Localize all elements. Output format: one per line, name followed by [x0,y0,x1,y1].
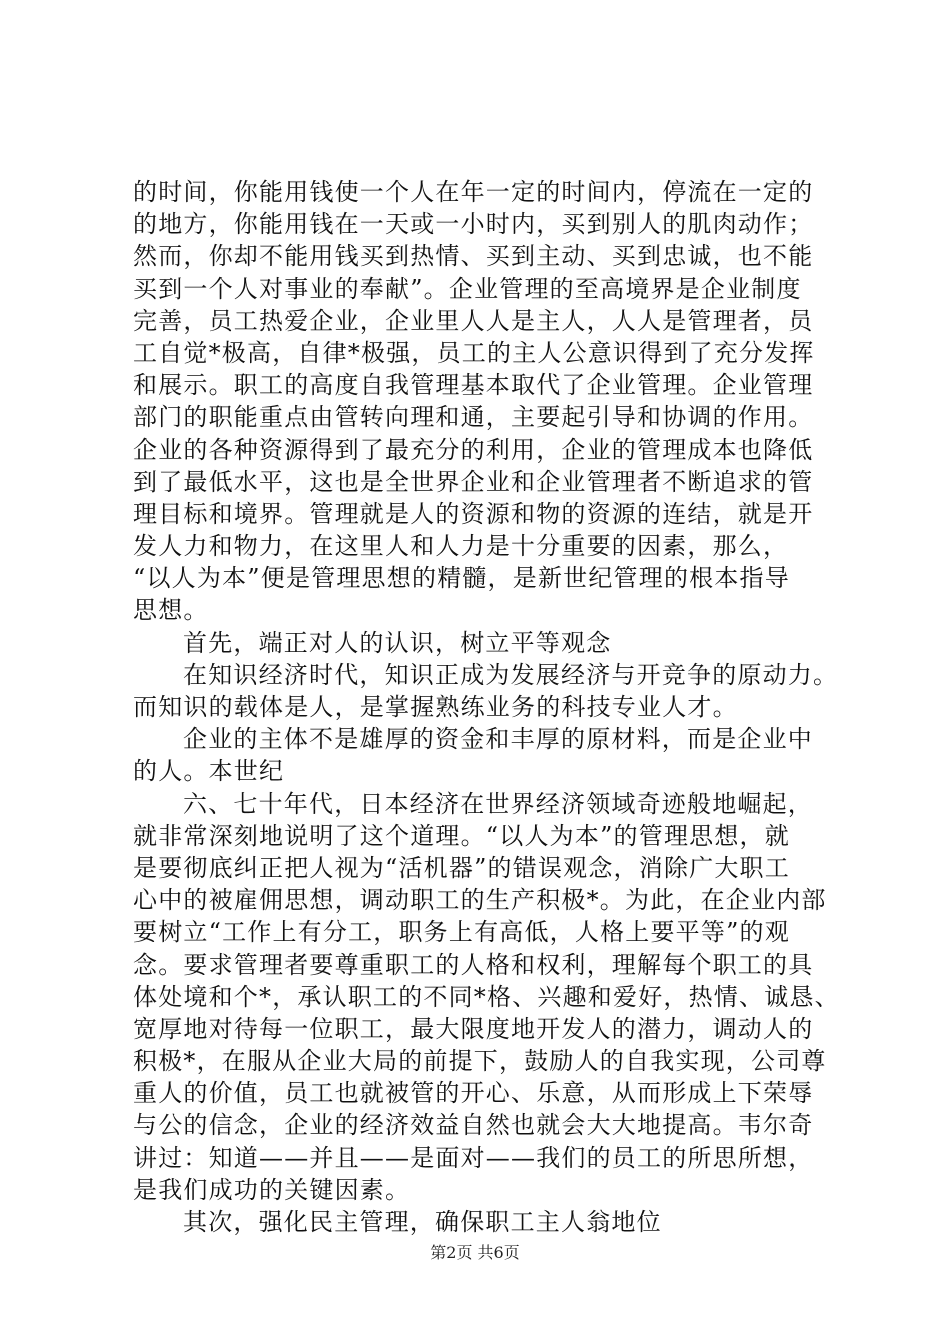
document-body [133,176,840,1238]
text-line: 就非常深刻地说明了这个道理。“以人为本”的管理思想，就 [133,821,790,850]
text-line: 工自觉*极高，自律*极强，员工的主人公意识得到了充分发挥 [133,338,815,367]
text-line: 到了最低水平，这也是全世界企业和企业管理者不断追求的管 [133,467,814,496]
text-line: 买到一个人对事业的奉献”。企业管理的至高境界是企业制度 [133,274,802,303]
text-line: 首先，端正对人的认识，树立平等观念 [183,628,612,657]
text-line: 和展示。职工的高度自我管理基本取代了企业管理。企业管理 [133,371,814,400]
text-line: 心中的被雇佣思想，调动职工的生产积极*。为此，在企业内部 [133,886,827,915]
text-line: 念。要求管理者要尊重职工的人格和权利，理解每个职工的具 [133,950,814,979]
page-footer: 第2页 共6页 [430,1243,520,1262]
text-line: 是我们成功的关键因素。 [133,1175,411,1204]
text-line: 与公的信念，企业的经济效益自然也就会大大地提高。韦尔奇 [133,1111,814,1140]
text-line: 的人。本世纪 [133,757,285,786]
text-line: 要树立“工作上有分工，职务上有高低，人格上要平等”的观 [133,918,790,947]
text-line: 的地方，你能用钱在一天或一小时内，买到别人的肌肉动作； [133,210,814,239]
text-line: 讲过：知道——并且——是面对——我们的员工的所思所想， [133,1143,814,1172]
text-line: 思想。 [133,596,209,625]
text-line: 其次，强化民主管理，确保职工主人翁地位 [183,1208,662,1236]
text-line: “以人为本”便是管理思想的精髓，是新世纪管理的根本指导 [133,564,790,593]
text-line: 宽厚地对待每一位职工，最大限度地开发人的潜力，调动人的 [133,1014,814,1043]
text-line: 积极*，在服从企业大局的前提下，鼓励人的自我实现，公司尊 [133,1047,827,1076]
text-line: 重人的价值，员工也就被管的开心、乐意，从而形成上下荣辱 [133,1079,814,1108]
text-line: 六、七十年代，日本经济在世界经济领域奇迹般地崛起， [183,789,813,818]
text-line: 而知识的载体是人，是掌握熟练业务的科技专业人才。 [133,693,738,721]
text-line: 然而，你却不能用钱买到热情、买到主动、买到忠诚，也不能 [133,242,814,271]
text-line: 部门的职能重点由管转向理和通，主要起引导和协调的作用。 [133,403,814,432]
text-line: 在知识经济时代，知识正成为发展经济与开竞争的原动力。 [183,660,839,689]
text-line: 完善，员工热爱企业，企业里人人是主人，人人是管理者，员 [133,306,814,335]
text-line: 的时间，你能用钱使一个人在年一定的时间内，停流在一定的 [133,178,814,206]
text-line: 体处境和个*，承认职工的不同*格、兴趣和爱好，热情、诚恳、 [133,982,840,1011]
text-line: 是要彻底纠正把人视为“活机器”的错误观念，消除广大职工 [133,853,790,882]
text-line: 企业的主体不是雄厚的资金和丰厚的原材料，而是企业中 [183,725,813,754]
text-line: 发人力和物力，在这里人和人力是十分重要的因素，那么， [133,532,789,561]
text-line: 理目标和境界。管理就是人的资源和物的资源的连结，就是开 [133,499,814,528]
text-line: 企业的各种资源得到了最充分的利用，企业的管理成本也降低 [133,435,814,464]
